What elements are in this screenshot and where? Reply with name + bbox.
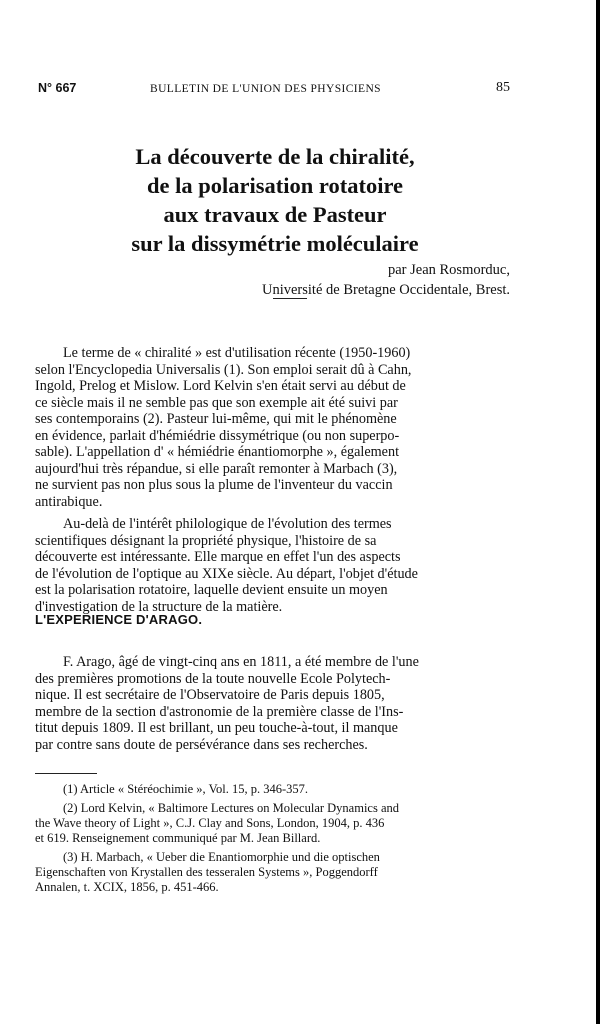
text-line: Le terme de « chiralité » est d'utilisation récente (1950-1960) (63, 345, 411, 361)
text-line: de l'évolution de l'optique au XIXe siècle. Au départ, l'objet d'étude (35, 565, 418, 582)
article-title (60, 142, 490, 258)
text-line: aujourd'hui très répandue, si elle paraît remonter à Marbach (3), (35, 460, 398, 477)
issue-number: N° 667 (38, 81, 77, 95)
footnote-line: Annalen, t. XCIX, 1856, p. 451-466. (35, 880, 219, 894)
author-affiliation: Université de Bretagne Occidentale, Brest. (261, 282, 510, 298)
text-line: ce siècle mais il ne semble pas que son exemple ait été suivi par (35, 394, 398, 411)
footnote-line: (3) H. Marbach, « Ueber die Enantiomorphie und die optischen (63, 850, 380, 864)
text-line: est la polarisation rotatoire, laquelle devient ensuite un moyen (35, 582, 388, 598)
text-line: sable). L'appellation d' « hémiédrie énantiomorphe », également (35, 444, 400, 460)
page-edge-rule (596, 0, 600, 1024)
footnote-line: et 619. Renseignement communiqué par M. Jean Billard. (35, 831, 321, 845)
paragraph-1 (35, 345, 510, 510)
footnote-line: Eigenschaften von Krystallen des tesseralen Systems », Poggendorff (35, 865, 378, 879)
footnote-2 (35, 801, 510, 846)
text-line: découverte est intéressante. Elle marque en effet l'un des aspects (35, 549, 401, 565)
text-line: titut depuis 1809. Il est brillant, un peu touche-à-tout, il manque (35, 720, 398, 736)
text-line: Au-delà de l'intérêt philologique de l'évolution des termes (63, 516, 392, 532)
footnote-1 (35, 782, 510, 797)
text-line: par contre sans doute de persévérance dans ses recherches. (35, 736, 368, 753)
footnote-line: (2) Lord Kelvin, « Baltimore Lectures on Molecular Dynamics and (63, 801, 400, 815)
author-block (180, 260, 510, 300)
footnote-3 (35, 850, 510, 895)
text-line: nique. Il est secrétaire de l'Observatoire de Paris depuis 1805, (35, 687, 385, 703)
footnote-line: the Wave theory of Light », C.J. Clay and Sons, London, 1904, p. 436 (35, 816, 385, 830)
text-line: selon l'Encyclopedia Universalis (1). Son emploi serait dû à Cahn, (35, 361, 412, 378)
title-line: aux travaux de Pasteur (163, 202, 387, 227)
page-number: 85 (496, 80, 510, 95)
text-line: scientifiques désignant la propriété physique, l'histoire de sa (35, 532, 377, 549)
text-line: Ingold, Prelog et Mislow. Lord Kelvin s'en était servi au début de (35, 378, 406, 394)
title-separator (273, 298, 307, 299)
title-line: La découverte de la chiralité, (135, 144, 415, 169)
author-name: par Jean Rosmorduc, (387, 262, 510, 278)
title-line: sur la dissymétrie moléculaire (131, 231, 419, 256)
text-line: antirabique. (35, 493, 103, 510)
text-line: membre de la section d'astronomie de la première classe de l'Ins- (35, 703, 404, 720)
paragraph-3 (35, 654, 510, 753)
footnote-line: (1) Article « Stéréochimie », Vol. 15, p. 346-357. (63, 782, 308, 796)
section-heading: L'EXPERIENCE D'ARAGO. (35, 612, 203, 627)
title-line: de la polarisation rotatoire (146, 173, 404, 198)
text-line: des premières promotions de la toute nouvelle Ecole Polytech- (35, 670, 391, 687)
text-line: ne survient pas non plus sous la plume de l'inventeur du vaccin (35, 477, 393, 493)
text-line: ses contemporains (2). Pasteur lui-même, qui mit le phénomène (35, 411, 397, 427)
paragraph-2 (35, 516, 510, 615)
running-header: BULLETIN DE L'UNION DES PHYSICIENS (150, 83, 381, 95)
text-line: d'investigation de la structure de la matière. (35, 598, 283, 615)
footnote-rule (35, 773, 97, 774)
text-line: F. Arago, âgé de vingt-cinq ans en 1811, a été membre de l'une (63, 654, 419, 670)
text-line: en évidence, parlait d'hémiédrie dissymétrique (ou non superpo- (35, 427, 400, 444)
